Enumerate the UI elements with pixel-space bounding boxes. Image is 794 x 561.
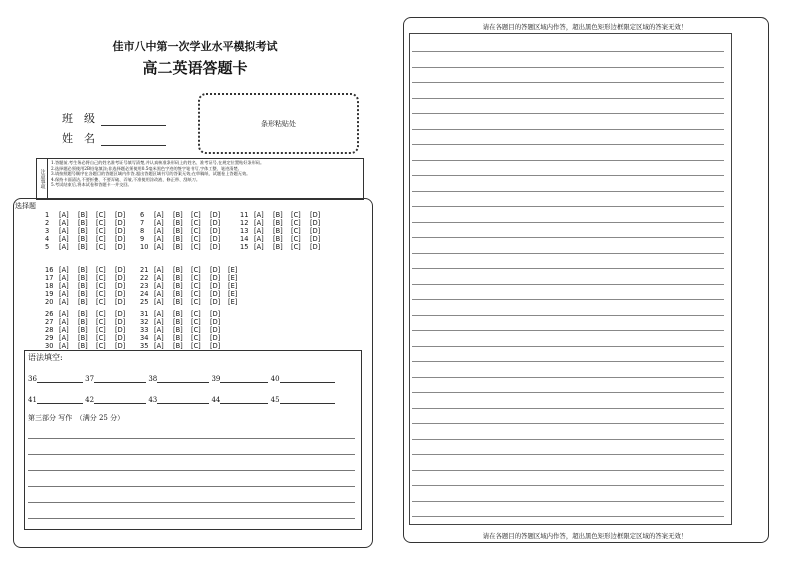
answer-line[interactable] [412, 113, 724, 114]
question-number: 31 [140, 310, 149, 318]
option-c-bubble[interactable]: [C] [291, 235, 301, 243]
question-number: 7 [140, 219, 145, 227]
blank-number: 37 [85, 375, 95, 383]
blank-line[interactable] [94, 374, 146, 383]
option-c-bubble[interactable]: [C] [191, 310, 201, 318]
option-c-bubble[interactable]: [C] [191, 243, 201, 251]
answer-line[interactable] [412, 501, 724, 502]
question-number: 17 [45, 274, 54, 282]
answer-line[interactable] [412, 439, 724, 440]
option-d-bubble[interactable]: [D] [210, 342, 221, 350]
option-e-bubble[interactable]: [E] [228, 266, 238, 274]
writing-line[interactable] [28, 454, 355, 455]
option-d-bubble[interactable]: [D] [210, 334, 221, 342]
option-d-bubble[interactable]: [D] [310, 219, 321, 227]
question-number: 8 [140, 227, 145, 235]
question-number: 29 [45, 334, 54, 342]
option-b-bubble[interactable]: [B] [173, 310, 183, 318]
blank-number: 40 [270, 375, 280, 383]
option-a-bubble[interactable]: [A] [154, 211, 164, 219]
option-c-bubble[interactable]: [C] [96, 318, 106, 326]
answer-line[interactable] [412, 516, 724, 517]
answer-line[interactable] [412, 160, 724, 161]
question-number: 19 [45, 290, 54, 298]
option-a-bubble[interactable]: [A] [59, 211, 69, 219]
option-e-bubble[interactable]: [E] [228, 298, 238, 306]
option-b-bubble[interactable]: [B] [78, 266, 88, 274]
option-c-bubble[interactable]: [C] [96, 334, 106, 342]
option-b-bubble[interactable]: [B] [78, 235, 88, 243]
writing-line[interactable] [28, 486, 355, 487]
option-b-bubble[interactable]: [B] [173, 342, 183, 350]
option-b-bubble[interactable]: [B] [78, 298, 88, 306]
option-b-bubble[interactable]: [B] [273, 243, 283, 251]
option-d-bubble[interactable]: [D] [115, 334, 126, 342]
option-c-bubble[interactable]: [C] [191, 274, 201, 282]
writing-line[interactable] [28, 518, 355, 519]
option-d-bubble[interactable]: [D] [115, 282, 126, 290]
answer-line[interactable] [412, 315, 724, 316]
option-c-bubble[interactable]: [C] [96, 227, 106, 235]
option-a-bubble[interactable]: [A] [254, 243, 264, 251]
option-c-bubble[interactable]: [C] [96, 266, 106, 274]
option-d-bubble[interactable]: [D] [115, 211, 126, 219]
option-a-bubble[interactable]: [A] [59, 266, 69, 274]
blank-number: 38 [148, 375, 158, 383]
answer-line[interactable] [412, 191, 724, 192]
option-b-bubble[interactable]: [B] [78, 290, 88, 298]
answer-line[interactable] [412, 299, 724, 300]
option-e-bubble[interactable]: [E] [228, 274, 238, 282]
option-d-bubble[interactable]: [D] [210, 298, 221, 306]
question-number: 10 [140, 243, 149, 251]
grammar-row-2 [28, 395, 335, 404]
option-a-bubble[interactable]: [A] [254, 227, 264, 235]
option-b-bubble[interactable]: [B] [78, 211, 88, 219]
writing-line[interactable] [28, 502, 355, 503]
answer-line[interactable] [412, 408, 724, 409]
option-a-bubble[interactable]: [A] [59, 227, 69, 235]
option-d-bubble[interactable]: [D] [210, 318, 221, 326]
option-a-bubble[interactable]: [A] [59, 334, 69, 342]
answer-line[interactable] [412, 268, 724, 269]
blank-line[interactable] [220, 395, 268, 404]
writing-title: 第三部分 写作 （满分 25 分） [28, 414, 125, 422]
option-a-bubble[interactable]: [A] [59, 326, 69, 334]
answer-line[interactable] [412, 392, 724, 393]
answer-line[interactable] [412, 51, 724, 52]
question-number: 1 [45, 211, 50, 219]
option-b-bubble[interactable]: [B] [273, 235, 283, 243]
option-b-bubble[interactable]: [B] [173, 266, 183, 274]
question-number: 12 [240, 219, 249, 227]
option-d-bubble[interactable]: [D] [115, 243, 126, 251]
option-b-bubble[interactable]: [B] [173, 243, 183, 251]
option-b-bubble[interactable]: [B] [173, 235, 183, 243]
option-c-bubble[interactable]: [C] [96, 290, 106, 298]
question-number: 9 [140, 235, 145, 243]
option-a-bubble[interactable]: [A] [154, 318, 164, 326]
answer-line[interactable] [412, 237, 724, 238]
option-a-bubble[interactable]: [A] [254, 235, 264, 243]
question-number: 27 [45, 318, 54, 326]
answer-line[interactable] [412, 330, 724, 331]
option-d-bubble[interactable]: [D] [115, 298, 126, 306]
option-b-bubble[interactable]: [B] [78, 310, 88, 318]
question-number: 3 [45, 227, 50, 235]
option-b-bubble[interactable]: [B] [78, 318, 88, 326]
option-d-bubble[interactable]: [D] [115, 290, 126, 298]
option-a-bubble[interactable]: [A] [59, 243, 69, 251]
option-c-bubble[interactable]: [C] [291, 211, 301, 219]
question-number: 32 [140, 318, 149, 326]
answer-line[interactable] [412, 129, 724, 130]
grammar-title: 语法填空: [28, 353, 63, 362]
option-a-bubble[interactable]: [A] [59, 235, 69, 243]
blank-line[interactable] [220, 374, 268, 383]
question-number: 24 [140, 290, 149, 298]
option-b-bubble[interactable]: [B] [173, 298, 183, 306]
question-number: 16 [45, 266, 54, 274]
answer-line[interactable] [412, 284, 724, 285]
option-a-bubble[interactable]: [A] [59, 219, 69, 227]
option-d-bubble[interactable]: [D] [310, 227, 321, 235]
question-number: 34 [140, 334, 149, 342]
option-e-bubble[interactable]: [E] [228, 282, 238, 290]
question-number: 20 [45, 298, 54, 306]
option-a-bubble[interactable]: [A] [59, 318, 69, 326]
choice-label: 选择题 [15, 202, 36, 210]
blank-line[interactable] [280, 374, 335, 383]
class-label: 班 级 [62, 112, 95, 125]
option-c-bubble[interactable]: [C] [96, 274, 106, 282]
option-d-bubble[interactable]: [D] [210, 274, 221, 282]
option-c-bubble[interactable]: [C] [96, 326, 106, 334]
blank-line[interactable] [94, 395, 146, 404]
option-a-bubble[interactable]: [A] [154, 310, 164, 318]
answer-line[interactable] [412, 346, 724, 347]
option-b-bubble[interactable]: [B] [78, 326, 88, 334]
option-a-bubble[interactable]: [A] [154, 235, 164, 243]
option-a-bubble[interactable]: [A] [154, 282, 164, 290]
question-number: 2 [45, 219, 50, 227]
question-number: 13 [240, 227, 249, 235]
option-d-bubble[interactable]: [D] [210, 219, 221, 227]
option-c-bubble[interactable]: [C] [191, 235, 201, 243]
warning-bottom: 请在各题目的答题区域内作答，超出黑色矩形边框限定区域的答案无效！ [482, 532, 688, 540]
question-number: 18 [45, 282, 54, 290]
option-c-bubble[interactable]: [C] [96, 243, 106, 251]
option-b-bubble[interactable]: [B] [173, 334, 183, 342]
option-c-bubble[interactable]: [C] [191, 318, 201, 326]
answer-line[interactable] [412, 377, 724, 378]
question-number: 35 [140, 342, 149, 350]
option-a-bubble[interactable]: [A] [154, 334, 164, 342]
option-b-bubble[interactable]: [B] [173, 227, 183, 235]
question-number: 22 [140, 274, 149, 282]
option-c-bubble[interactable]: [C] [96, 298, 106, 306]
option-b-bubble[interactable]: [B] [78, 334, 88, 342]
option-a-bubble[interactable]: [A] [154, 227, 164, 235]
grammar-row-1 [28, 374, 335, 383]
option-c-bubble[interactable]: [C] [191, 266, 201, 274]
option-c-bubble[interactable]: [C] [291, 243, 301, 251]
option-b-bubble[interactable]: [B] [273, 211, 283, 219]
blank-number: 41 [28, 396, 37, 404]
blank-line[interactable] [157, 374, 209, 383]
option-d-bubble[interactable]: [D] [210, 310, 221, 318]
option-b-bubble[interactable]: [B] [173, 326, 183, 334]
answer-line[interactable] [412, 82, 724, 83]
option-c-bubble[interactable]: [C] [96, 235, 106, 243]
warning-top: 请在各题目的答题区域内作答，超出黑色矩形边框限定区域的答案无效！ [482, 23, 688, 31]
option-d-bubble[interactable]: [D] [210, 243, 221, 251]
answer-line[interactable] [412, 470, 724, 471]
option-d-bubble[interactable]: [D] [210, 235, 221, 243]
option-a-bubble[interactable]: [A] [59, 274, 69, 282]
option-b-bubble[interactable]: [B] [273, 227, 283, 235]
option-a-bubble[interactable]: [A] [154, 290, 164, 298]
option-c-bubble[interactable]: [C] [191, 298, 201, 306]
question-number: 25 [140, 298, 149, 306]
option-d-bubble[interactable]: [D] [115, 342, 126, 350]
note-line: 1.答题前,考生务必将自己的姓名准考证号填写清楚,并认真核准条形码上的姓名、准考证号,在规定位置贴好条形码。 [51, 160, 265, 165]
note-line: 3.请按照题号顺序在各题目的答题区域内作答,超出答题区域书写的答案无效;在草稿纸、试题卷上答题无效。 [51, 171, 251, 177]
option-d-bubble[interactable]: [D] [210, 227, 221, 235]
option-b-bubble[interactable]: [B] [173, 211, 183, 219]
blank-line[interactable] [37, 395, 83, 404]
option-c-bubble[interactable]: [C] [191, 211, 201, 219]
option-c-bubble[interactable]: [C] [191, 326, 201, 334]
option-b-bubble[interactable]: [B] [78, 243, 88, 251]
blank-number: 44 [211, 396, 221, 404]
name-label: 姓 名 [62, 132, 95, 145]
option-a-bubble[interactable]: [A] [154, 326, 164, 334]
option-c-bubble[interactable]: [C] [96, 342, 106, 350]
option-a-bubble[interactable]: [A] [254, 211, 264, 219]
option-c-bubble[interactable]: [C] [191, 334, 201, 342]
option-a-bubble[interactable]: [A] [59, 282, 69, 290]
option-d-bubble[interactable]: [D] [115, 310, 126, 318]
question-number: 21 [140, 266, 149, 274]
option-b-bubble[interactable]: [B] [173, 290, 183, 298]
question-number: 15 [240, 243, 249, 251]
option-b-bubble[interactable]: [B] [78, 274, 88, 282]
option-b-bubble[interactable]: [B] [78, 282, 88, 290]
option-d-bubble[interactable]: [D] [115, 235, 126, 243]
blank-number: 36 [28, 375, 37, 383]
card-title: 高二英语答题卡 [142, 59, 248, 77]
option-a-bubble[interactable]: [A] [59, 298, 69, 306]
option-d-bubble[interactable]: [D] [115, 326, 126, 334]
option-d-bubble[interactable]: [D] [115, 274, 126, 282]
question-number: 4 [45, 235, 50, 243]
notes-heading: 注意事项 [37, 159, 48, 199]
option-a-bubble[interactable]: [A] [59, 342, 69, 350]
option-a-bubble[interactable]: [A] [154, 274, 164, 282]
option-b-bubble[interactable]: [B] [173, 282, 183, 290]
question-number: 5 [45, 243, 50, 251]
answer-line[interactable] [412, 206, 724, 207]
option-c-bubble[interactable]: [C] [291, 227, 301, 235]
option-a-bubble[interactable]: [A] [154, 342, 164, 350]
option-a-bubble[interactable]: [A] [154, 298, 164, 306]
option-b-bubble[interactable]: [B] [173, 219, 183, 227]
option-a-bubble[interactable]: [A] [154, 243, 164, 251]
note-line: 2.选择题必须使用2B铅笔填涂;非选择题必须使用0.5毫米黑色字迹的签字笔书写,字体工整、笔迹清楚。 [51, 165, 242, 171]
school-title: 佳市八中第一次学业水平模拟考试 [112, 40, 278, 53]
option-c-bubble[interactable]: [C] [291, 219, 301, 227]
answer-line[interactable] [412, 485, 724, 486]
option-d-bubble[interactable]: [D] [210, 326, 221, 334]
option-b-bubble[interactable]: [B] [173, 318, 183, 326]
answer-line[interactable] [412, 423, 724, 424]
answer-line[interactable] [412, 98, 724, 99]
option-a-bubble[interactable]: [A] [59, 310, 69, 318]
option-c-bubble[interactable]: [C] [191, 282, 201, 290]
barcode-label: 条形粘贴处 [261, 119, 296, 128]
option-b-bubble[interactable]: [B] [78, 227, 88, 235]
writing-line[interactable] [28, 438, 355, 439]
answer-line[interactable] [412, 361, 724, 362]
option-b-bubble[interactable]: [B] [78, 219, 88, 227]
note-line: 4.保持卡面清洁,不要折叠、不要弄破、弄皱,不准使用涂改液、修正带、刮纸刀。 [51, 176, 201, 182]
option-a-bubble[interactable]: [A] [59, 290, 69, 298]
answer-line[interactable] [412, 222, 724, 223]
option-d-bubble[interactable]: [D] [115, 266, 126, 274]
answer-line[interactable] [412, 175, 724, 176]
answer-line[interactable] [412, 67, 724, 68]
question-number: 14 [240, 235, 249, 243]
question-number: 33 [140, 326, 149, 334]
option-b-bubble[interactable]: [B] [273, 219, 283, 227]
option-c-bubble[interactable]: [C] [191, 342, 201, 350]
answer-line[interactable] [412, 253, 724, 254]
blank-line[interactable] [157, 395, 209, 404]
option-b-bubble[interactable]: [B] [173, 274, 183, 282]
question-number: 11 [240, 211, 249, 219]
option-c-bubble[interactable]: [C] [96, 211, 106, 219]
option-d-bubble[interactable]: [D] [115, 227, 126, 235]
answer-line[interactable] [412, 144, 724, 145]
option-d-bubble[interactable]: [D] [210, 290, 221, 298]
option-c-bubble[interactable]: [C] [96, 310, 106, 318]
option-d-bubble[interactable]: [D] [210, 266, 221, 274]
option-d-bubble[interactable]: [D] [310, 211, 321, 219]
writing-line[interactable] [28, 470, 355, 471]
option-e-bubble[interactable]: [E] [228, 290, 238, 298]
option-c-bubble[interactable]: [C] [191, 227, 201, 235]
answer-line[interactable] [412, 454, 724, 455]
blank-number: 43 [148, 396, 158, 404]
option-a-bubble[interactable]: [A] [154, 266, 164, 274]
option-b-bubble[interactable]: [B] [78, 342, 88, 350]
option-d-bubble[interactable]: [D] [115, 219, 126, 227]
option-c-bubble[interactable]: [C] [96, 282, 106, 290]
option-c-bubble[interactable]: [C] [191, 290, 201, 298]
option-a-bubble[interactable]: [A] [154, 219, 164, 227]
option-d-bubble[interactable]: [D] [310, 235, 321, 243]
question-number: 30 [45, 342, 54, 350]
option-d-bubble[interactable]: [D] [115, 318, 126, 326]
blank-line[interactable] [280, 395, 335, 404]
option-d-bubble[interactable]: [D] [210, 211, 221, 219]
option-d-bubble[interactable]: [D] [210, 282, 221, 290]
blank-number: 45 [270, 396, 280, 404]
option-d-bubble[interactable]: [D] [310, 243, 321, 251]
blank-number: 42 [85, 396, 95, 404]
note-line: 5.考试结束后,将本试卷和答题卡一并交回。 [51, 182, 132, 188]
blank-number: 39 [211, 375, 221, 383]
option-a-bubble[interactable]: [A] [254, 219, 264, 227]
blank-line[interactable] [37, 374, 83, 383]
question-number: 26 [45, 310, 54, 318]
answer-frame [409, 33, 732, 525]
option-c-bubble[interactable]: [C] [191, 219, 201, 227]
question-number: 28 [45, 326, 54, 334]
option-c-bubble[interactable]: [C] [96, 219, 106, 227]
question-number: 23 [140, 282, 149, 290]
question-number: 6 [140, 211, 145, 219]
